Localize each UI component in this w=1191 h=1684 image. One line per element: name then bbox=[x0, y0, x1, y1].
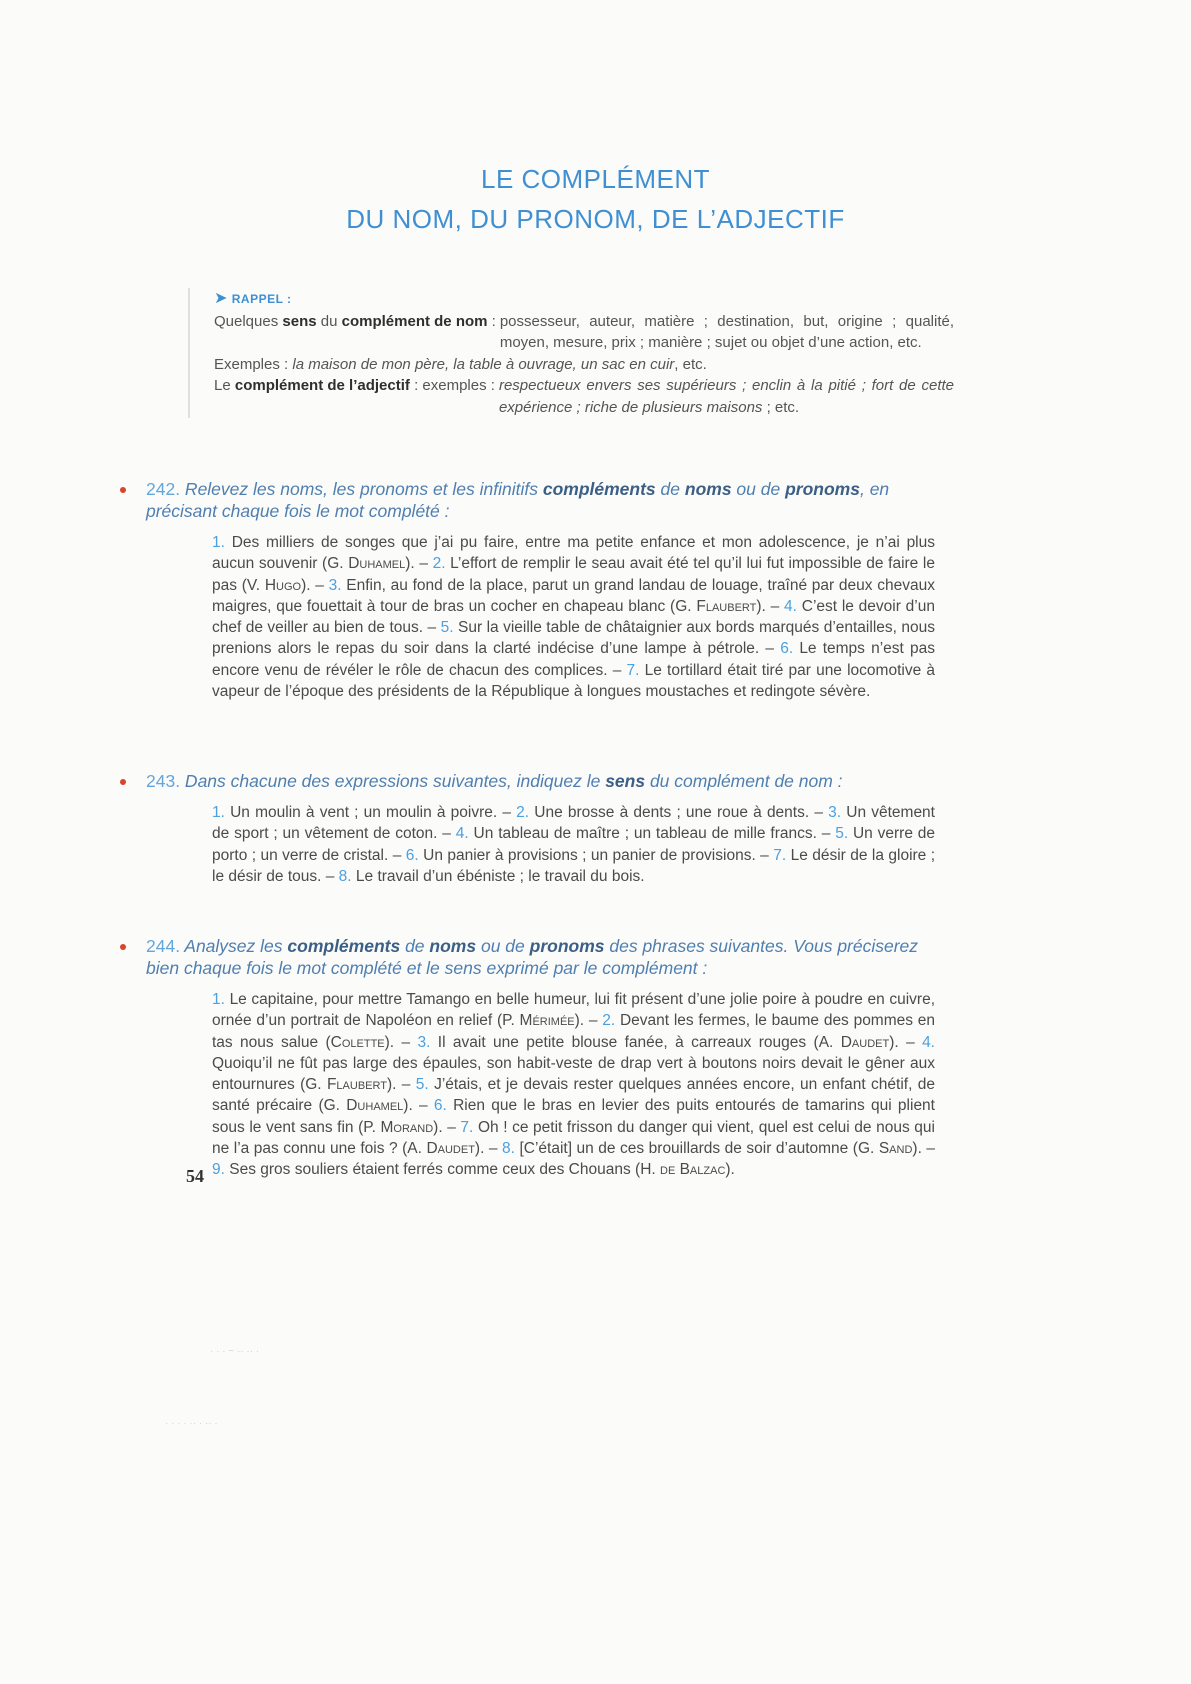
arrow-icon: ➤ bbox=[214, 290, 228, 307]
chapter-title-line1: LE COMPLÉMENT bbox=[481, 164, 710, 194]
exercise-243 bbox=[120, 770, 935, 887]
bullet-icon bbox=[120, 944, 126, 950]
bullet-icon bbox=[120, 487, 126, 493]
page-number: 54 bbox=[186, 1166, 204, 1186]
show-through-text: · · · · ·· · ·· · bbox=[165, 1418, 218, 1429]
chapter-title-line2: DU NOM, DU PRONOM, DE L’ADJECTIF bbox=[346, 204, 845, 234]
exercise-sentences: 1. Des milliers de songes que j’ai pu faire, entre ma petite enfance et mon adolescence, je n’ai plus aucun souvenir (G. Duhamel). – 2. L’effort de remplir le seau avait été tel qu’il lui fut impossible de faire le pas (V. Hugo). – 3. Enfin, au fond de la place, parut un grand landau de louage, traîné par deux chevaux maigres, que fouettait à tour de bras un cocher en chapeau blanc (G. Flaubert). – 4. C’est le devoir d’un chef de veiller au bien de tous. – 5. Sur la vieille table de châtaignier aux bords marqués d’entailles, nous prenions alors le repas du soir dans la clarté indécise d’une lampe à pétrole. – 6. Le temps n’est pas encore venu de révéler le rôle de chacun des complices. – 7. Le tortillard était tiré par une locomotive à vapeur de l’époque des présidents de la République à longues moustaches et redingote sévère. bbox=[212, 534, 936, 701]
exercise-instruction: 243. Dans chacune des expressions suivantes, indiquez le sens du complément de nom : bbox=[120, 770, 935, 792]
exercise-sentences: 1. Le capitaine, pour mettre Tamango en belle humeur, lui fit présent d’une jolie poire à poudre en cuivre, ornée d’un portrait de Napoléon en relief (P. Mérimée). – 2. Devant les fermes, le baume des pommes en tas nous salue (Colette). – 3. Il avait une petite blouse fanée, à carreaux rouges (A. Daudet). – 4. Quoiqu’il ne fût pas large des épaules, son habit-veste de drap vert à boutons noirs devait le gêner aux entournures (G. Flaubert). – 5. J’étais, et je devais rester quelques années encore, un enfant chétif, de santé précaire (G. Duhamel). – 6. Rien que le bras en levier des puits entourés de tamarins qui plient sous le vent sans fin (P. Morand). – 7. Oh ! ce petit frisson du danger qui vient, quel est celui de nous qui ne l’a pas connu une fois ? (A. Daudet). – 8. [C’était] un de ces brouillards de soir d’automne (G. Sand). – 9. Ses gros souliers étaient ferrés comme ceux des Chouans (H. de Balzac). bbox=[212, 991, 936, 1179]
exercise-sentences: 1. Un moulin à vent ; un moulin à poivre. – 2. Une brosse à dents ; une roue à dents. – 3. Un vêtement de sport ; un vêtement de coton. – 4. Un tableau de maître ; un tableau de mille francs. – 5. Un verre de porto ; un verre de cristal. – 6. Un panier à provisions ; un panier de provisions. – 7. Le désir de la gloire ; le désir de tous. – 8. Le travail d’un ébéniste ; le travail du bois. bbox=[212, 804, 936, 885]
rappel-label: ➤ RAPPEL : bbox=[214, 290, 292, 307]
exercise-244 bbox=[120, 935, 935, 1181]
exercise-instruction: 242. Relevez les noms, les pronoms et les infinitifs compléments de noms ou de pronoms, en précisant chaque fois le mot complété : bbox=[120, 478, 935, 522]
exercise-instruction: 244. Analysez les compléments de noms ou de pronoms des phrases suivantes. Vous préciserez bien chaque fois le mot complété et le sens exprimé par le complément : bbox=[120, 935, 935, 979]
exercise-242 bbox=[120, 478, 935, 702]
rappel-examples: Exemples : la maison de mon père, la table à ouvrage, un sac en cuir, etc. bbox=[214, 355, 707, 373]
rappel-box bbox=[188, 288, 954, 418]
bullet-icon bbox=[120, 779, 126, 785]
rappel-adjective: Le complément de l’adjectif : exemples : respectueux envers ses supérieurs ; enclin à la pitié ; fort de cette expérience ; riche de plusieurs maisons ; etc. bbox=[214, 377, 954, 416]
rappel-noun-senses: Quelques sens du complément de nom : possesseur, auteur, matière ; destination, but, origine ; qualité, moyen, mesure, prix ; manière ; sujet ou objet d’une action, etc. bbox=[214, 312, 954, 351]
show-through-text: · · · ~ ·· ·· · bbox=[210, 1346, 260, 1357]
